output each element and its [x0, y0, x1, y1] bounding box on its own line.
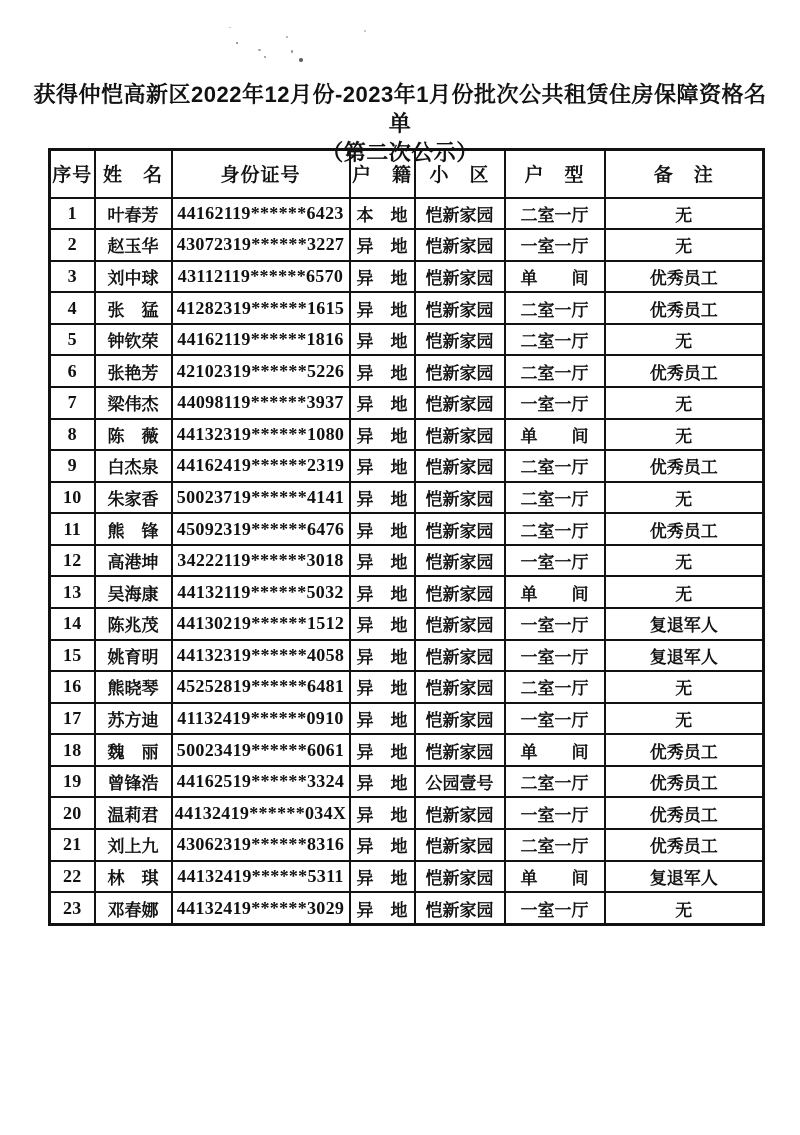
table-row [50, 450, 764, 482]
cell-no: 20 [50, 797, 95, 829]
cell-unit-type: 一室一厅 [505, 703, 605, 735]
scan-noise-dot [236, 42, 238, 44]
table-row [50, 892, 764, 924]
cell-name: 陈 薇 [95, 419, 172, 451]
cell-no: 4 [50, 292, 95, 324]
scan-noise-dot [299, 58, 303, 62]
cell-name: 赵玉华 [95, 229, 172, 261]
cell-name: 叶春芳 [95, 198, 172, 230]
cell-community: 恺新家园 [415, 198, 505, 230]
cell-community: 恺新家园 [415, 671, 505, 703]
scan-noise-dot [229, 27, 231, 28]
cell-id-number: 44132419******034X [172, 797, 350, 829]
scan-noise-dot [258, 49, 261, 51]
table-row [50, 355, 764, 387]
cell-unit-type: 单 间 [505, 261, 605, 293]
cell-community: 恺新家园 [415, 450, 505, 482]
cell-name: 梁伟杰 [95, 387, 172, 419]
cell-unit-type: 单 间 [505, 734, 605, 766]
cell-community: 恺新家园 [415, 608, 505, 640]
table-row [50, 861, 764, 893]
cell-unit-type: 二室一厅 [505, 513, 605, 545]
cell-id-number: 44132419******5311 [172, 861, 350, 893]
cell-unit-type: 二室一厅 [505, 829, 605, 861]
table-row [50, 608, 764, 640]
cell-unit-type: 单 间 [505, 419, 605, 451]
cell-registration: 异 地 [350, 829, 415, 861]
cell-id-number: 45092319******6476 [172, 513, 350, 545]
cell-unit-type: 一室一厅 [505, 640, 605, 672]
cell-name: 温莉君 [95, 797, 172, 829]
cell-name: 邓春娜 [95, 892, 172, 924]
cell-no: 23 [50, 892, 95, 924]
cell-name: 刘中球 [95, 261, 172, 293]
cell-remark: 无 [605, 198, 764, 230]
cell-registration: 异 地 [350, 734, 415, 766]
cell-id-number: 42102319******5226 [172, 355, 350, 387]
cell-name: 曾锋浩 [95, 766, 172, 798]
cell-unit-type: 二室一厅 [505, 198, 605, 230]
cell-name: 张艳芳 [95, 355, 172, 387]
cell-id-number: 44162119******1816 [172, 324, 350, 356]
cell-id-number: 44162419******2319 [172, 450, 350, 482]
cell-community: 恺新家园 [415, 640, 505, 672]
col-header-no: 序号 [50, 150, 95, 198]
cell-name: 陈兆茂 [95, 608, 172, 640]
scan-noise-dot [364, 30, 366, 32]
table-row [50, 703, 764, 735]
cell-no: 2 [50, 229, 95, 261]
cell-remark: 优秀员工 [605, 261, 764, 293]
cell-registration: 异 地 [350, 355, 415, 387]
scan-noise-dot [264, 56, 266, 58]
cell-no: 10 [50, 482, 95, 514]
cell-registration: 异 地 [350, 482, 415, 514]
cell-remark: 复退军人 [605, 608, 764, 640]
cell-remark: 无 [605, 482, 764, 514]
cell-id-number: 44132419******3029 [172, 892, 350, 924]
cell-id-number: 43062319******8316 [172, 829, 350, 861]
table-row [50, 829, 764, 861]
cell-registration: 异 地 [350, 766, 415, 798]
table-row [50, 513, 764, 545]
cell-community: 恺新家园 [415, 545, 505, 577]
cell-no: 15 [50, 640, 95, 672]
scan-noise-dot [286, 36, 288, 38]
table-row [50, 198, 764, 230]
cell-name: 朱家香 [95, 482, 172, 514]
cell-community: 恺新家园 [415, 355, 505, 387]
cell-community: 公园壹号 [415, 766, 505, 798]
cell-community: 恺新家园 [415, 513, 505, 545]
cell-name: 张 猛 [95, 292, 172, 324]
cell-id-number: 44132119******5032 [172, 576, 350, 608]
cell-registration: 异 地 [350, 450, 415, 482]
cell-no: 16 [50, 671, 95, 703]
cell-remark: 无 [605, 387, 764, 419]
cell-no: 18 [50, 734, 95, 766]
cell-id-number: 43072319******3227 [172, 229, 350, 261]
cell-no: 12 [50, 545, 95, 577]
cell-community: 恺新家园 [415, 482, 505, 514]
cell-registration: 异 地 [350, 861, 415, 893]
table-row [50, 640, 764, 672]
table-row [50, 387, 764, 419]
col-header-remark: 备 注 [605, 150, 764, 198]
cell-unit-type: 一室一厅 [505, 608, 605, 640]
cell-no: 14 [50, 608, 95, 640]
cell-community: 恺新家园 [415, 829, 505, 861]
cell-registration: 异 地 [350, 419, 415, 451]
cell-name: 白杰泉 [95, 450, 172, 482]
cell-unit-type: 二室一厅 [505, 766, 605, 798]
table-header-row [50, 150, 764, 198]
cell-community: 恺新家园 [415, 324, 505, 356]
table-row [50, 576, 764, 608]
col-header-registration: 户 籍 [350, 150, 415, 198]
cell-id-number: 44098119******3937 [172, 387, 350, 419]
cell-community: 恺新家园 [415, 576, 505, 608]
cell-name: 姚育明 [95, 640, 172, 672]
cell-no: 13 [50, 576, 95, 608]
cell-no: 6 [50, 355, 95, 387]
cell-name: 熊晓琴 [95, 671, 172, 703]
housing-qualification-table [48, 148, 765, 926]
cell-remark: 无 [605, 419, 764, 451]
cell-unit-type: 一室一厅 [505, 797, 605, 829]
cell-no: 17 [50, 703, 95, 735]
cell-unit-type: 二室一厅 [505, 450, 605, 482]
table-row [50, 734, 764, 766]
document-title-line1: 获得仲恺高新区2022年12月份-2023年1月份批次公共租赁住房保障资格名单 [33, 82, 767, 136]
cell-no: 8 [50, 419, 95, 451]
col-header-name: 姓 名 [95, 150, 172, 198]
cell-community: 恺新家园 [415, 261, 505, 293]
cell-registration: 异 地 [350, 513, 415, 545]
cell-no: 5 [50, 324, 95, 356]
cell-community: 恺新家园 [415, 797, 505, 829]
table-row [50, 545, 764, 577]
cell-name: 吴海康 [95, 576, 172, 608]
cell-no: 3 [50, 261, 95, 293]
cell-id-number: 50023419******6061 [172, 734, 350, 766]
cell-name: 魏 丽 [95, 734, 172, 766]
cell-unit-type: 单 间 [505, 576, 605, 608]
cell-name: 钟钦荣 [95, 324, 172, 356]
table-row [50, 292, 764, 324]
table-row [50, 229, 764, 261]
cell-registration: 异 地 [350, 545, 415, 577]
cell-registration: 本 地 [350, 198, 415, 230]
cell-registration: 异 地 [350, 576, 415, 608]
cell-id-number: 44162119******6423 [172, 198, 350, 230]
cell-id-number: 44132319******4058 [172, 640, 350, 672]
cell-id-number: 43112119******6570 [172, 261, 350, 293]
cell-no: 22 [50, 861, 95, 893]
cell-remark: 无 [605, 892, 764, 924]
document-title-line2: （第二次公示） [321, 140, 479, 165]
table-row [50, 766, 764, 798]
cell-id-number: 41282319******1615 [172, 292, 350, 324]
cell-remark: 优秀员工 [605, 450, 764, 482]
cell-registration: 异 地 [350, 387, 415, 419]
cell-unit-type: 二室一厅 [505, 671, 605, 703]
table-row [50, 482, 764, 514]
cell-remark: 无 [605, 576, 764, 608]
cell-name: 刘上九 [95, 829, 172, 861]
scan-noise-dot [291, 50, 293, 53]
cell-unit-type: 二室一厅 [505, 324, 605, 356]
cell-community: 恺新家园 [415, 703, 505, 735]
cell-unit-type: 一室一厅 [505, 387, 605, 419]
table-row [50, 261, 764, 293]
cell-id-number: 41132419******0910 [172, 703, 350, 735]
cell-remark: 优秀员工 [605, 797, 764, 829]
cell-remark: 优秀员工 [605, 292, 764, 324]
cell-unit-type: 二室一厅 [505, 482, 605, 514]
cell-community: 恺新家园 [415, 734, 505, 766]
cell-unit-type: 一室一厅 [505, 545, 605, 577]
cell-unit-type: 单 间 [505, 861, 605, 893]
cell-remark: 无 [605, 324, 764, 356]
cell-remark: 优秀员工 [605, 766, 764, 798]
col-header-community: 小 区 [415, 150, 505, 198]
cell-unit-type: 二室一厅 [505, 355, 605, 387]
table-row [50, 419, 764, 451]
cell-remark: 无 [605, 703, 764, 735]
cell-registration: 异 地 [350, 261, 415, 293]
cell-registration: 异 地 [350, 292, 415, 324]
cell-registration: 异 地 [350, 797, 415, 829]
cell-community: 恺新家园 [415, 892, 505, 924]
cell-remark: 优秀员工 [605, 734, 764, 766]
cell-community: 恺新家园 [415, 419, 505, 451]
col-header-unit-type: 户 型 [505, 150, 605, 198]
cell-no: 11 [50, 513, 95, 545]
cell-registration: 异 地 [350, 892, 415, 924]
cell-community: 恺新家园 [415, 387, 505, 419]
cell-id-number: 44132319******1080 [172, 419, 350, 451]
cell-name: 熊 锋 [95, 513, 172, 545]
cell-remark: 无 [605, 229, 764, 261]
cell-no: 7 [50, 387, 95, 419]
cell-remark: 无 [605, 671, 764, 703]
cell-registration: 异 地 [350, 703, 415, 735]
cell-community: 恺新家园 [415, 229, 505, 261]
cell-id-number: 45252819******6481 [172, 671, 350, 703]
cell-no: 1 [50, 198, 95, 230]
cell-unit-type: 二室一厅 [505, 292, 605, 324]
cell-name: 林 琪 [95, 861, 172, 893]
table-row [50, 671, 764, 703]
cell-registration: 异 地 [350, 640, 415, 672]
cell-remark: 优秀员工 [605, 829, 764, 861]
cell-remark: 无 [605, 545, 764, 577]
cell-remark: 复退军人 [605, 640, 764, 672]
cell-no: 21 [50, 829, 95, 861]
cell-id-number: 50023719******4141 [172, 482, 350, 514]
cell-unit-type: 一室一厅 [505, 229, 605, 261]
cell-community: 恺新家园 [415, 292, 505, 324]
cell-remark: 优秀员工 [605, 355, 764, 387]
cell-community: 恺新家园 [415, 861, 505, 893]
col-header-id-number: 身份证号 [172, 150, 350, 198]
cell-name: 苏方迪 [95, 703, 172, 735]
cell-unit-type: 一室一厅 [505, 892, 605, 924]
cell-registration: 异 地 [350, 324, 415, 356]
table-row [50, 324, 764, 356]
cell-remark: 复退军人 [605, 861, 764, 893]
cell-registration: 异 地 [350, 229, 415, 261]
cell-registration: 异 地 [350, 671, 415, 703]
cell-no: 19 [50, 766, 95, 798]
cell-no: 9 [50, 450, 95, 482]
cell-remark: 优秀员工 [605, 513, 764, 545]
cell-name: 高港坤 [95, 545, 172, 577]
cell-id-number: 44162519******3324 [172, 766, 350, 798]
cell-registration: 异 地 [350, 608, 415, 640]
cell-id-number: 34222119******3018 [172, 545, 350, 577]
cell-id-number: 44130219******1512 [172, 608, 350, 640]
table-row [50, 797, 764, 829]
